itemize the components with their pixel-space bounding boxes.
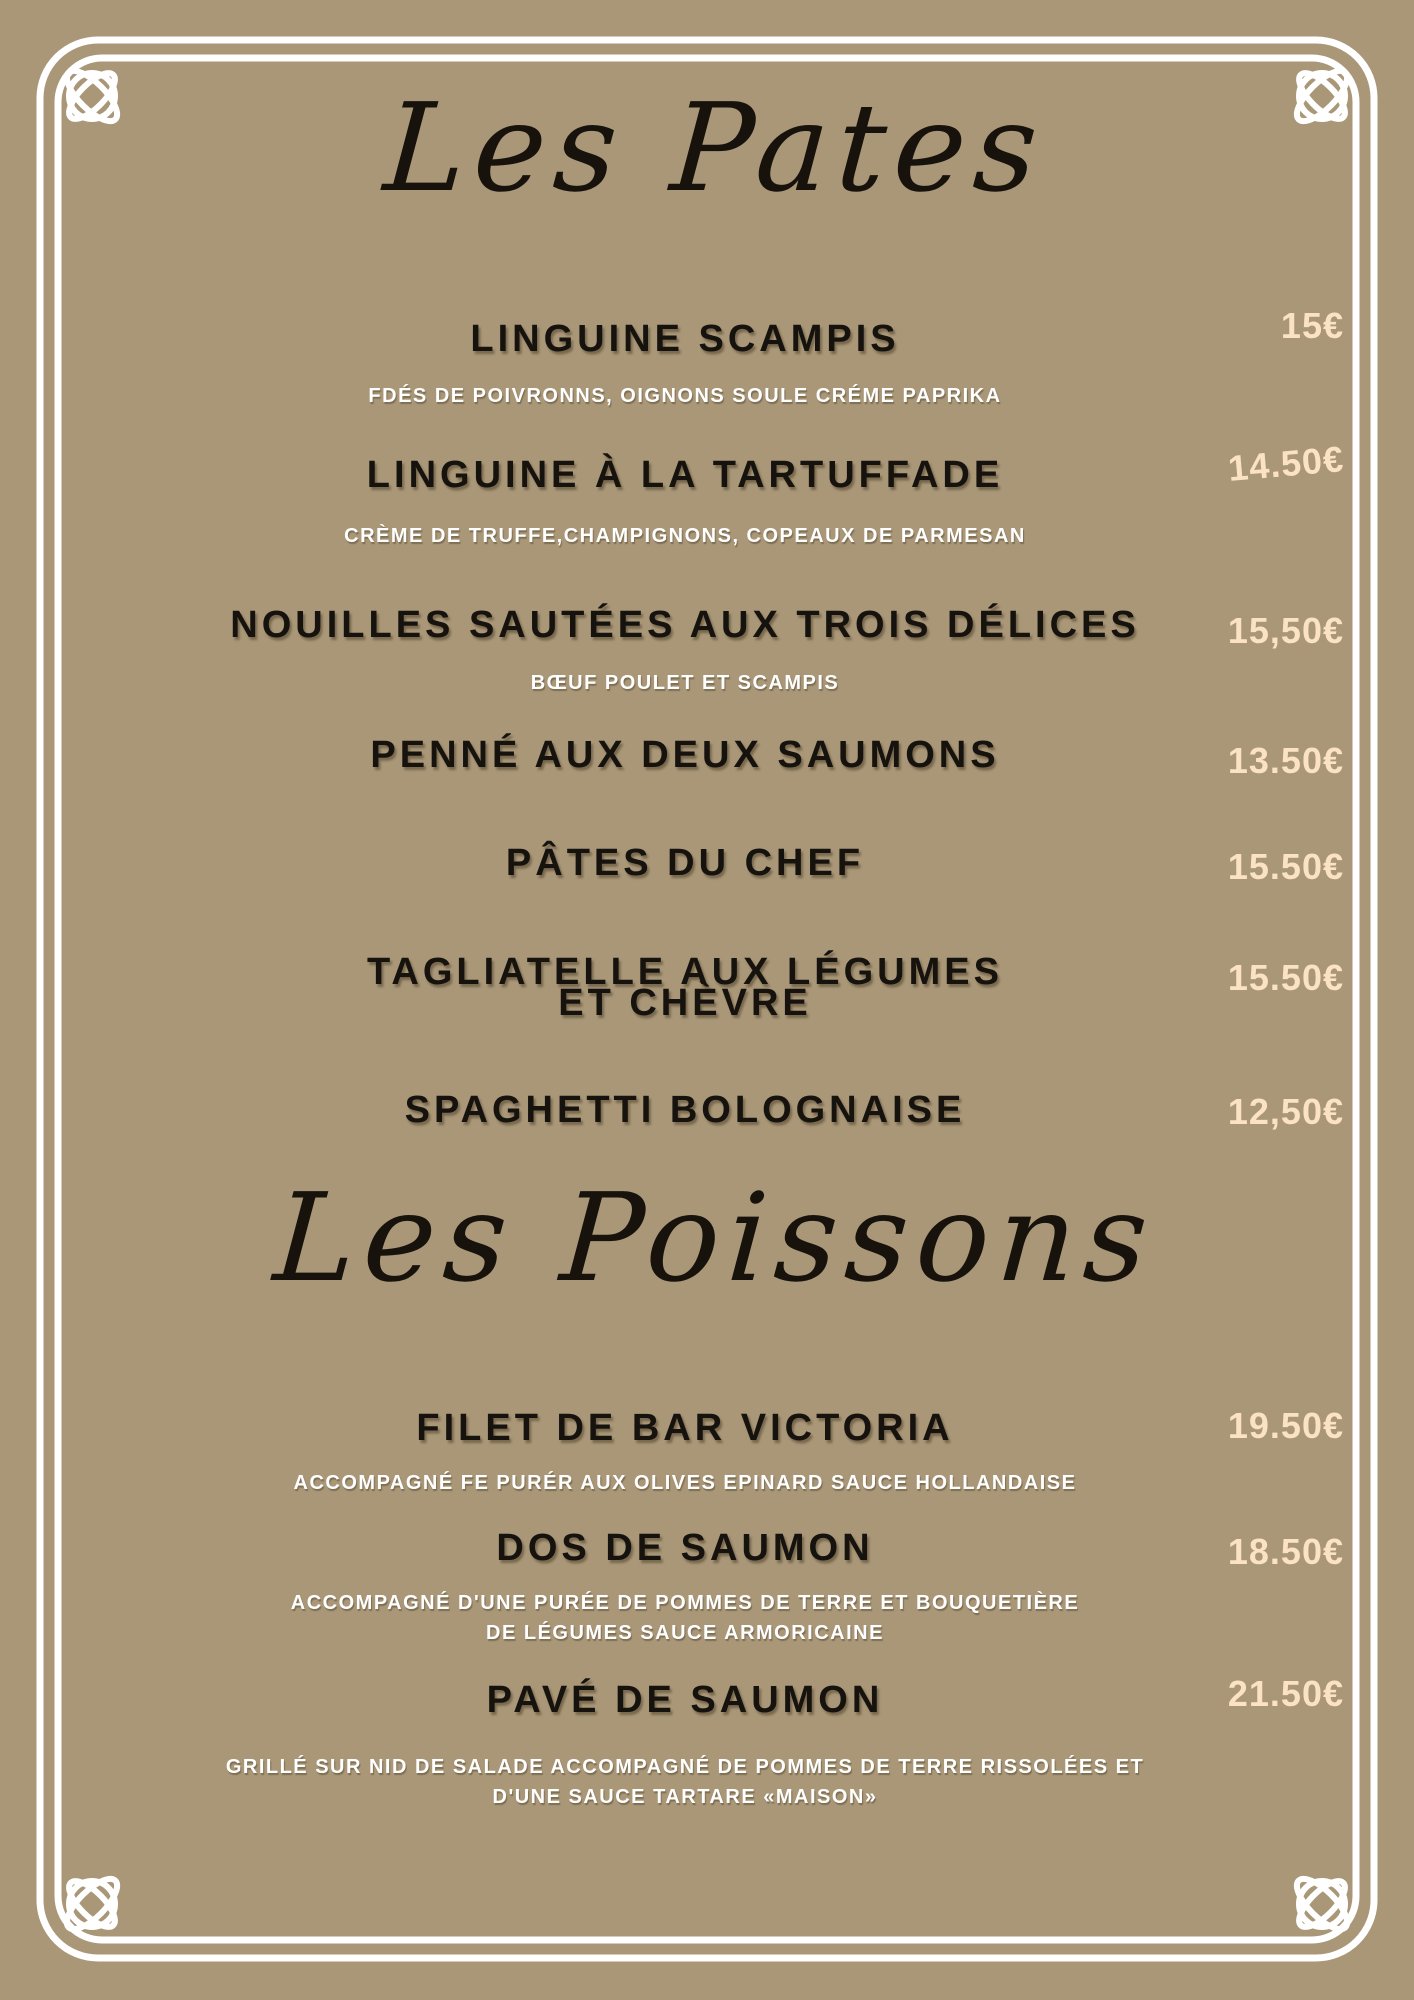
item-price-filet-de-bar: 19.50€ [1227, 1405, 1344, 1446]
item-price-spaghetti-bolognaise: 12,50€ [1227, 1091, 1344, 1132]
item-name-linguine-scampis: LINGUINE SCAMPIS [470, 318, 900, 360]
item-description-linguine-scampis: FDÉS DE POIVRONNS, OIGNONS SOULE CRÉME PAPRIKA [368, 385, 1002, 407]
item-price-linguine-tartuffade: 14.50€ [1226, 438, 1346, 489]
item-name-pave-de-saumon: PAVÉ DE SAUMON [486, 1679, 884, 1721]
item-description-dos-de-saumon: ACCOMPAGNÉ D'UNE PURÉE DE POMMES DE TERRE ET BOUQUETIÈRE [290, 1592, 1080, 1614]
item-description-dos-de-saumon-line2: DE LÉGUMES SAUCE ARMORICAINE [486, 1622, 884, 1644]
item-name-filet-de-bar: FILET DE BAR VICTORIA [416, 1407, 954, 1449]
section-heading-poissons: Les Poissons [269, 1167, 1161, 1309]
item-price-dos-de-saumon: 18.50€ [1227, 1531, 1344, 1572]
item-description-linguine-tartuffade: CRÈME DE TRUFFE,CHAMPIGNONS, COPEAUX DE PARMESAN [344, 525, 1026, 547]
item-price-linguine-scampis: 15€ [1280, 305, 1344, 346]
item-price-nouilles-sautees: 15,50€ [1227, 610, 1344, 651]
item-name-dos-de-saumon: DOS DE SAUMON [496, 1527, 874, 1569]
item-price-penne-saumons: 13.50€ [1227, 740, 1344, 781]
item-name-linguine-tartuffade: LINGUINE À LA TARTUFFADE [366, 454, 1004, 496]
item-price-pates-du-chef: 15.50€ [1227, 846, 1344, 887]
section-heading-pates: Les Pates [380, 77, 1050, 219]
item-description-pave-de-saumon: GRILLÉ SUR NID DE SALADE ACCOMPAGNÉ DE POMMES DE TERRE RISSOLÉES ET [225, 1756, 1145, 1778]
item-name-tagliatelle-legumes-line2: ET CHÈVRE [558, 982, 812, 1024]
item-description-pave-de-saumon-line2: D'UNE SAUCE TARTARE «MAISON» [492, 1786, 878, 1808]
item-price-pave-de-saumon: 21.50€ [1227, 1673, 1344, 1714]
item-name-penne-saumons: PENNÉ AUX DEUX SAUMONS [370, 734, 1000, 776]
item-name-nouilles-sautees: NOUILLES SAUTÉES AUX TROIS DÉLICES [230, 604, 1140, 646]
item-name-pates-du-chef: PÂTES DU CHEF [505, 842, 865, 884]
item-description-filet-de-bar: ACCOMPAGNÉ FE PURÉR AUX OLIVES EPINARD SAUCE HOLLANDAISE [293, 1472, 1077, 1494]
item-name-tagliatelle-legumes: TAGLIATELLE AUX LÉGUMES [367, 951, 1003, 993]
item-description-nouilles-sautees: BŒUF POULET ET SCAMPIS [530, 672, 840, 694]
item-price-tagliatelle-legumes: 15.50€ [1227, 957, 1344, 998]
item-name-spaghetti-bolognaise: SPAGHETTI BOLOGNAISE [404, 1089, 966, 1131]
